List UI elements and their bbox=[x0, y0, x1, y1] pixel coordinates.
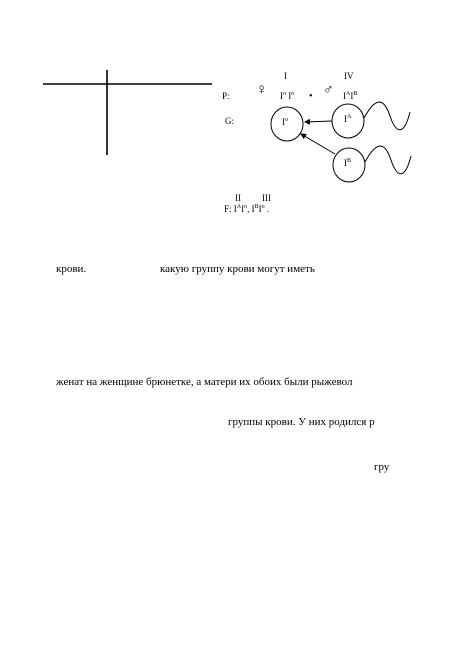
sperm-tail-ib bbox=[365, 146, 411, 174]
arrow-ia-to-io bbox=[305, 121, 332, 122]
female-symbol-icon: ♀ bbox=[256, 82, 268, 98]
roman-numeral-iv: IV bbox=[344, 71, 354, 81]
text-line-2: женат на женщине брюнетке, а матери их обоих были рыжевол bbox=[56, 376, 353, 388]
offspring-genotypes: F: $I^AI^o$, $I^BI^o$ . bbox=[224, 204, 270, 214]
parents-label: P: bbox=[222, 91, 230, 101]
arrow-ib-to-io bbox=[301, 134, 335, 154]
male-symbol-icon: ♂ bbox=[323, 83, 334, 98]
text-line-1-left: крови. bbox=[56, 263, 87, 275]
cross-dot: • bbox=[309, 91, 313, 102]
female-genotype: $I^o$ $I^o$ bbox=[280, 91, 295, 101]
gametes-label: G: bbox=[225, 116, 234, 126]
text-line-4: гру bbox=[374, 461, 390, 473]
gamete-ia-label: $I^A$ bbox=[344, 114, 352, 124]
gamete-io-label: $I^o$ bbox=[282, 117, 288, 127]
male-genotype: $I^AI^B$ bbox=[343, 91, 358, 101]
roman-numeral-i: I bbox=[284, 71, 287, 81]
text-line-1-right: какую группу крови могут иметь bbox=[160, 263, 315, 275]
text-line-3: группы крови. У них родился р bbox=[228, 416, 375, 428]
roman-numeral-iii: III bbox=[262, 193, 271, 203]
sperm-tail-ia bbox=[364, 102, 410, 130]
gamete-ib-label: $I^B$ bbox=[344, 158, 352, 168]
roman-numeral-ii: II bbox=[235, 193, 241, 203]
